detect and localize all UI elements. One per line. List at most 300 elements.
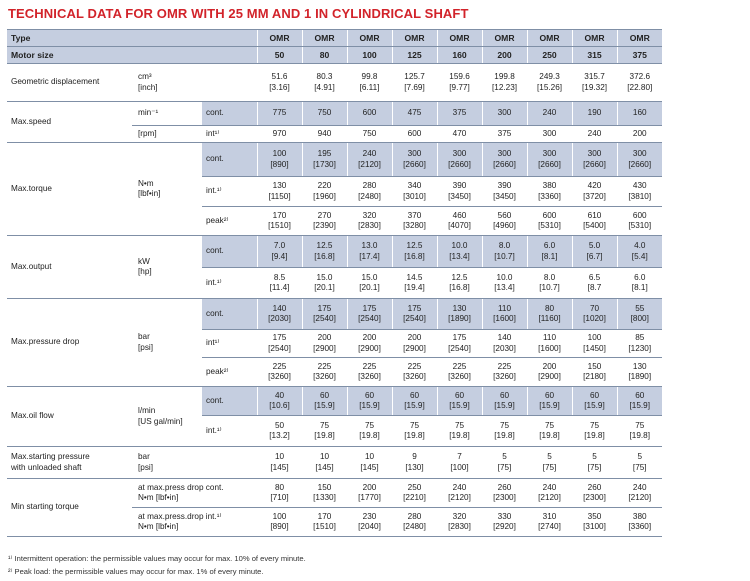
- metric-value: 175: [452, 333, 467, 343]
- value-cell: [392, 64, 437, 102]
- value-cell: [482, 64, 527, 102]
- table-row: [7, 447, 662, 479]
- metric-value: 300: [497, 149, 512, 159]
- imperial-value: [2660]: [493, 159, 516, 169]
- metric-value: 70: [589, 303, 600, 313]
- value-cell: [257, 177, 302, 207]
- metric-value: 200: [362, 482, 377, 492]
- imperial-value: [3260]: [448, 372, 471, 381]
- value-cell: [392, 479, 437, 508]
- row-unit: [132, 102, 202, 126]
- value-cell: [302, 207, 347, 236]
- imperial-value: [1230]: [628, 343, 652, 353]
- metric-value: 175: [407, 303, 422, 313]
- metric-value: 320: [452, 511, 467, 521]
- metric-value: 60: [544, 390, 555, 400]
- value-cell: [617, 64, 662, 102]
- model-cell: OMR: [392, 30, 437, 47]
- imperial-value: [2660]: [448, 159, 471, 169]
- metric-value: 300: [542, 128, 557, 138]
- imperial-value: [15.9]: [629, 401, 651, 410]
- metric-value: 320: [362, 210, 377, 220]
- imperial-value: [145]: [360, 462, 379, 472]
- imperial-value: [1150]: [268, 191, 291, 201]
- metric-value: 75: [589, 420, 600, 430]
- imperial-value: [2740]: [538, 522, 561, 531]
- imperial-value: [1510]: [268, 221, 291, 230]
- value-cell: [572, 236, 617, 268]
- imperial-value: [2030]: [493, 343, 516, 353]
- motor-size-cell: 50: [257, 47, 302, 64]
- row-label: [7, 236, 132, 299]
- metric-value: 80: [274, 482, 285, 492]
- value-cell: [527, 126, 572, 143]
- imperial-value: [1890]: [448, 314, 471, 323]
- value-cell: [347, 268, 392, 299]
- metric-value: 390: [452, 181, 467, 191]
- metric-value: 6.0: [543, 241, 556, 251]
- metric-value: 10: [319, 452, 330, 462]
- text-line: min⁻¹: [138, 108, 159, 118]
- metric-value: 970: [272, 128, 287, 138]
- value-cell: [437, 479, 482, 508]
- metric-value: 85: [635, 333, 645, 343]
- imperial-value: [2180]: [583, 372, 606, 381]
- value-cell: [257, 387, 302, 416]
- imperial-value: [12.23]: [491, 82, 518, 92]
- imperial-value: [15.9]: [449, 401, 470, 410]
- metric-value: 100: [272, 511, 287, 521]
- value-cell: [347, 102, 392, 126]
- value-cell: [617, 102, 662, 126]
- value-cell: [482, 358, 527, 387]
- value-cell: [617, 177, 662, 207]
- metric-value: 8.0: [543, 272, 556, 282]
- value-cell: [617, 330, 662, 358]
- model-cell: OMR: [347, 30, 392, 47]
- metric-value: 300: [452, 149, 467, 159]
- imperial-value: [3260]: [403, 372, 426, 381]
- imperial-value: [9.77]: [449, 82, 470, 92]
- value-cell: [347, 508, 392, 537]
- imperial-value: [15.9]: [359, 401, 380, 410]
- imperial-value: [2830]: [448, 522, 471, 531]
- imperial-value: [100]: [450, 462, 469, 472]
- value-cell: [302, 358, 347, 387]
- metric-value: 240: [587, 128, 602, 138]
- metric-value: 170: [317, 511, 332, 521]
- value-cell: [302, 299, 347, 330]
- row-unit: [132, 508, 257, 537]
- value-cell: [347, 299, 392, 330]
- text-line: at max.press.drop int.¹⁾: [138, 511, 222, 521]
- imperial-value: [10.7]: [494, 251, 515, 261]
- metric-value: 75: [409, 420, 420, 430]
- text-line: cm³: [138, 72, 152, 82]
- value-cell: [482, 387, 527, 416]
- value-cell: [392, 207, 437, 236]
- metric-value: 199.8: [494, 72, 515, 82]
- value-cell: [527, 358, 572, 387]
- value-cell: [437, 143, 482, 177]
- imperial-value: [2120]: [628, 493, 652, 502]
- metric-value: 5.0: [588, 241, 601, 251]
- row-label: [7, 143, 132, 236]
- text-line: Max.speed: [11, 116, 52, 126]
- value-cell: [302, 64, 347, 102]
- value-cell: [572, 268, 617, 299]
- imperial-value: [2900]: [403, 343, 426, 353]
- imperial-value: [800]: [630, 314, 649, 323]
- text-line: Max.oil flow: [11, 411, 54, 421]
- metric-value: 6.5: [588, 272, 601, 282]
- imperial-value: [145]: [315, 462, 334, 472]
- value-cell: [617, 268, 662, 299]
- row-unit: [132, 126, 202, 143]
- imperial-value: [8.1]: [541, 251, 558, 261]
- imperial-value: [4.91]: [314, 82, 335, 92]
- metric-value: 600: [362, 108, 377, 118]
- metric-value: 240: [542, 108, 557, 118]
- value-cell: [347, 330, 392, 358]
- value-cell: [572, 126, 617, 143]
- imperial-value: [1770]: [358, 493, 381, 502]
- metric-value: 380: [542, 181, 557, 191]
- metric-value: 280: [407, 511, 422, 521]
- value-cell: [347, 236, 392, 268]
- imperial-value: [75]: [587, 462, 602, 472]
- footnote-peak: ²⁾ Peak load: the permissible values may occur for max. 1% of every minute.: [8, 567, 264, 576]
- model-cell: OMR: [257, 30, 302, 47]
- row-unit: [132, 447, 257, 479]
- metric-value: 300: [632, 149, 647, 159]
- value-cell: [257, 479, 302, 508]
- metric-value: 40: [274, 390, 285, 400]
- metric-value: 100: [272, 149, 287, 159]
- value-cell: [392, 268, 437, 299]
- metric-value: 350: [587, 511, 602, 521]
- metric-value: 60: [589, 390, 600, 400]
- imperial-value: [2540]: [268, 343, 291, 353]
- row-mode: peak²⁾: [202, 207, 257, 236]
- value-cell: [617, 387, 662, 416]
- metric-value: 160: [632, 108, 647, 118]
- metric-value: 55: [635, 303, 645, 313]
- metric-value: 15.0: [361, 272, 378, 282]
- motor-size-cell: 375: [617, 47, 662, 64]
- metric-value: 60: [499, 390, 510, 400]
- imperial-value: [13.4]: [449, 251, 470, 261]
- value-cell: [347, 177, 392, 207]
- value-cell: [572, 479, 617, 508]
- imperial-value: [10.7]: [539, 283, 560, 292]
- value-cell: [482, 126, 527, 143]
- value-cell: [437, 330, 482, 358]
- value-cell: [302, 268, 347, 299]
- metric-value: 225: [497, 361, 512, 371]
- imperial-value: [2900]: [358, 343, 381, 353]
- imperial-value: [16.8]: [449, 283, 470, 292]
- imperial-value: [2540]: [313, 314, 336, 323]
- row-mode: peak²⁾: [202, 358, 257, 387]
- imperial-value: [3.16]: [269, 82, 290, 92]
- metric-value: 80.3: [316, 72, 333, 82]
- imperial-value: [2540]: [403, 314, 426, 323]
- value-cell: [347, 126, 392, 143]
- value-cell: [482, 207, 527, 236]
- table-row: [7, 479, 662, 508]
- imperial-value: [2300]: [493, 493, 516, 502]
- value-cell: [392, 416, 437, 447]
- imperial-value: [2660]: [628, 159, 652, 169]
- value-cell: [437, 358, 482, 387]
- imperial-value: [15.26]: [536, 82, 563, 92]
- value-cell: [302, 143, 347, 177]
- metric-value: 225: [452, 361, 467, 371]
- metric-value: 80: [544, 303, 555, 313]
- metric-value: 140: [497, 333, 512, 343]
- metric-value: 60: [635, 390, 645, 400]
- value-cell: [302, 508, 347, 537]
- value-cell: [437, 268, 482, 299]
- metric-value: 470: [452, 128, 467, 138]
- table-row: [7, 64, 662, 102]
- value-cell: [437, 177, 482, 207]
- metric-value: 175: [272, 333, 287, 343]
- motor-size-header-row: [7, 47, 662, 64]
- metric-value: 10.0: [496, 272, 513, 282]
- imperial-value: [19.8]: [314, 431, 335, 440]
- motor-size-cell: 200: [482, 47, 527, 64]
- value-cell: [347, 64, 392, 102]
- value-cell: [572, 64, 617, 102]
- value-cell: [437, 64, 482, 102]
- imperial-value: [15.9]: [539, 401, 560, 410]
- imperial-value: [890]: [270, 522, 289, 531]
- metric-value: 125.7: [404, 72, 425, 82]
- value-cell: [527, 102, 572, 126]
- metric-value: 110: [542, 333, 557, 343]
- value-cell: [437, 416, 482, 447]
- value-cell: [437, 508, 482, 537]
- imperial-value: [9.4]: [271, 251, 288, 261]
- technical-data-table: [7, 29, 662, 537]
- row-unit: [132, 143, 202, 236]
- imperial-value: [1510]: [313, 522, 336, 531]
- imperial-value: [1330]: [313, 493, 336, 502]
- imperial-value: [10.6]: [269, 401, 290, 410]
- value-cell: [392, 508, 437, 537]
- metric-value: 130: [452, 303, 467, 313]
- metric-value: 10: [364, 452, 375, 462]
- value-cell: [482, 330, 527, 358]
- imperial-value: [2210]: [403, 493, 426, 502]
- imperial-value: [13.4]: [494, 283, 515, 292]
- row-mode: int¹⁾: [202, 126, 257, 143]
- imperial-value: [2300]: [583, 493, 606, 502]
- value-cell: [617, 358, 662, 387]
- metric-value: 8.0: [498, 241, 511, 251]
- imperial-value: [6.11]: [359, 82, 380, 92]
- metric-value: 159.6: [449, 72, 470, 82]
- row-mode: int.¹⁾: [202, 416, 257, 447]
- metric-value: 175: [317, 303, 332, 313]
- metric-value: 300: [542, 149, 557, 159]
- row-mode: cont.: [202, 102, 257, 126]
- metric-value: 12.5: [316, 241, 333, 251]
- metric-value: 280: [362, 181, 377, 191]
- value-cell: [347, 479, 392, 508]
- metric-value: 430: [632, 181, 647, 191]
- value-cell: [392, 143, 437, 177]
- text-line: at max.press drop cont.: [138, 482, 224, 492]
- imperial-value: [75]: [632, 462, 647, 472]
- imperial-value: [3810]: [628, 191, 652, 201]
- model-cell: OMR: [617, 30, 662, 47]
- imperial-value: [19.32]: [581, 82, 608, 92]
- value-cell: [527, 387, 572, 416]
- text-line: [psi]: [138, 342, 154, 352]
- imperial-value: [75]: [542, 462, 557, 472]
- row-label: [7, 479, 132, 537]
- metric-value: 200: [632, 128, 647, 138]
- text-line: [lbf•in]: [138, 189, 161, 198]
- value-cell: [347, 447, 392, 479]
- metric-value: 60: [319, 390, 330, 400]
- imperial-value: [1020]: [583, 314, 606, 323]
- metric-value: 12.5: [406, 241, 423, 251]
- value-cell: [257, 330, 302, 358]
- imperial-value: [2480]: [403, 522, 426, 531]
- model-cell: OMR: [527, 30, 572, 47]
- model-cell: OMR: [482, 30, 527, 47]
- row-mode: cont.: [202, 236, 257, 268]
- text-line: l/min: [138, 406, 156, 416]
- value-cell: [482, 143, 527, 177]
- value-cell: [257, 358, 302, 387]
- value-cell: [257, 64, 302, 102]
- imperial-value: [7.69]: [404, 82, 425, 92]
- text-line: Max.output: [11, 261, 52, 271]
- metric-value: 170: [272, 210, 287, 220]
- text-line: bar: [138, 452, 150, 462]
- imperial-value: [2480]: [358, 191, 381, 201]
- imperial-value: [2900]: [313, 343, 336, 353]
- metric-value: 225: [272, 361, 287, 371]
- metric-value: 6.0: [634, 272, 646, 282]
- metric-value: 375: [452, 108, 467, 118]
- value-cell: [257, 416, 302, 447]
- footnotes: [8, 552, 306, 578]
- text-line: with unloaded shaft: [11, 462, 82, 472]
- value-cell: [302, 126, 347, 143]
- metric-value: 475: [407, 108, 422, 118]
- value-cell: [347, 387, 392, 416]
- imperial-value: [11.4]: [269, 283, 290, 292]
- imperial-value: [3360]: [538, 191, 561, 201]
- imperial-value: [2920]: [493, 522, 516, 531]
- value-cell: [392, 102, 437, 126]
- metric-value: 50: [274, 420, 285, 430]
- imperial-value: [2830]: [358, 221, 381, 230]
- imperial-value: [3450]: [493, 191, 516, 201]
- imperial-value: [75]: [497, 462, 512, 472]
- imperial-value: [3720]: [583, 191, 606, 201]
- value-cell: [482, 177, 527, 207]
- imperial-value: [19.4]: [404, 283, 425, 292]
- value-cell: [572, 508, 617, 537]
- value-cell: [302, 416, 347, 447]
- row-unit: [132, 236, 202, 299]
- metric-value: 260: [497, 482, 512, 492]
- value-cell: [527, 447, 572, 479]
- metric-value: 270: [317, 210, 332, 220]
- imperial-value: [4070]: [448, 221, 471, 230]
- imperial-value: [15.9]: [404, 401, 425, 410]
- imperial-value: [19.8]: [629, 431, 651, 440]
- imperial-value: [2540]: [358, 314, 381, 323]
- metric-value: 60: [454, 390, 465, 400]
- row-unit: [132, 64, 257, 102]
- model-cell: OMR: [302, 30, 347, 47]
- value-cell: [617, 508, 662, 537]
- metric-value: 300: [407, 149, 422, 159]
- metric-value: 600: [542, 210, 557, 220]
- value-cell: [572, 102, 617, 126]
- metric-value: 390: [497, 181, 512, 191]
- text-line: [inch]: [138, 82, 158, 92]
- imperial-value: [5310]: [628, 221, 652, 230]
- metric-value: 150: [317, 482, 332, 492]
- imperial-value: [1600]: [493, 314, 516, 323]
- value-cell: [527, 299, 572, 330]
- metric-value: 750: [317, 108, 332, 118]
- motor-size-cell: 315: [572, 47, 617, 64]
- imperial-value: [17.4]: [359, 251, 380, 261]
- value-cell: [302, 236, 347, 268]
- value-cell: [572, 177, 617, 207]
- imperial-value: [2390]: [313, 221, 336, 230]
- imperial-value: [890]: [270, 159, 289, 169]
- imperial-value: [16.8]: [314, 251, 335, 261]
- row-unit: [132, 479, 257, 508]
- value-cell: [572, 207, 617, 236]
- imperial-value: [2120]: [358, 159, 381, 169]
- imperial-value: [19.8]: [584, 431, 605, 440]
- row-label: [7, 102, 132, 143]
- imperial-value: [1890]: [628, 372, 652, 381]
- row-mode: int¹⁾: [202, 330, 257, 358]
- metric-value: 140: [272, 303, 287, 313]
- value-cell: [302, 479, 347, 508]
- metric-value: 240: [362, 149, 377, 159]
- text-line: bar: [138, 332, 150, 342]
- table-row: [7, 102, 662, 126]
- imperial-value: [20.1]: [359, 283, 380, 292]
- metric-value: 240: [452, 482, 467, 492]
- page-title: TECHNICAL DATA FOR OMR WITH 25 MM AND 1 IN CYLINDRICAL SHAFT: [8, 6, 469, 21]
- value-cell: [257, 299, 302, 330]
- imperial-value: [6.7]: [586, 251, 603, 261]
- value-cell: [572, 330, 617, 358]
- value-cell: [392, 387, 437, 416]
- imperial-value: [3260]: [268, 372, 291, 381]
- value-cell: [527, 177, 572, 207]
- value-cell: [437, 387, 482, 416]
- imperial-value: [2540]: [448, 343, 471, 353]
- metric-value: 130: [632, 361, 647, 371]
- value-cell: [302, 177, 347, 207]
